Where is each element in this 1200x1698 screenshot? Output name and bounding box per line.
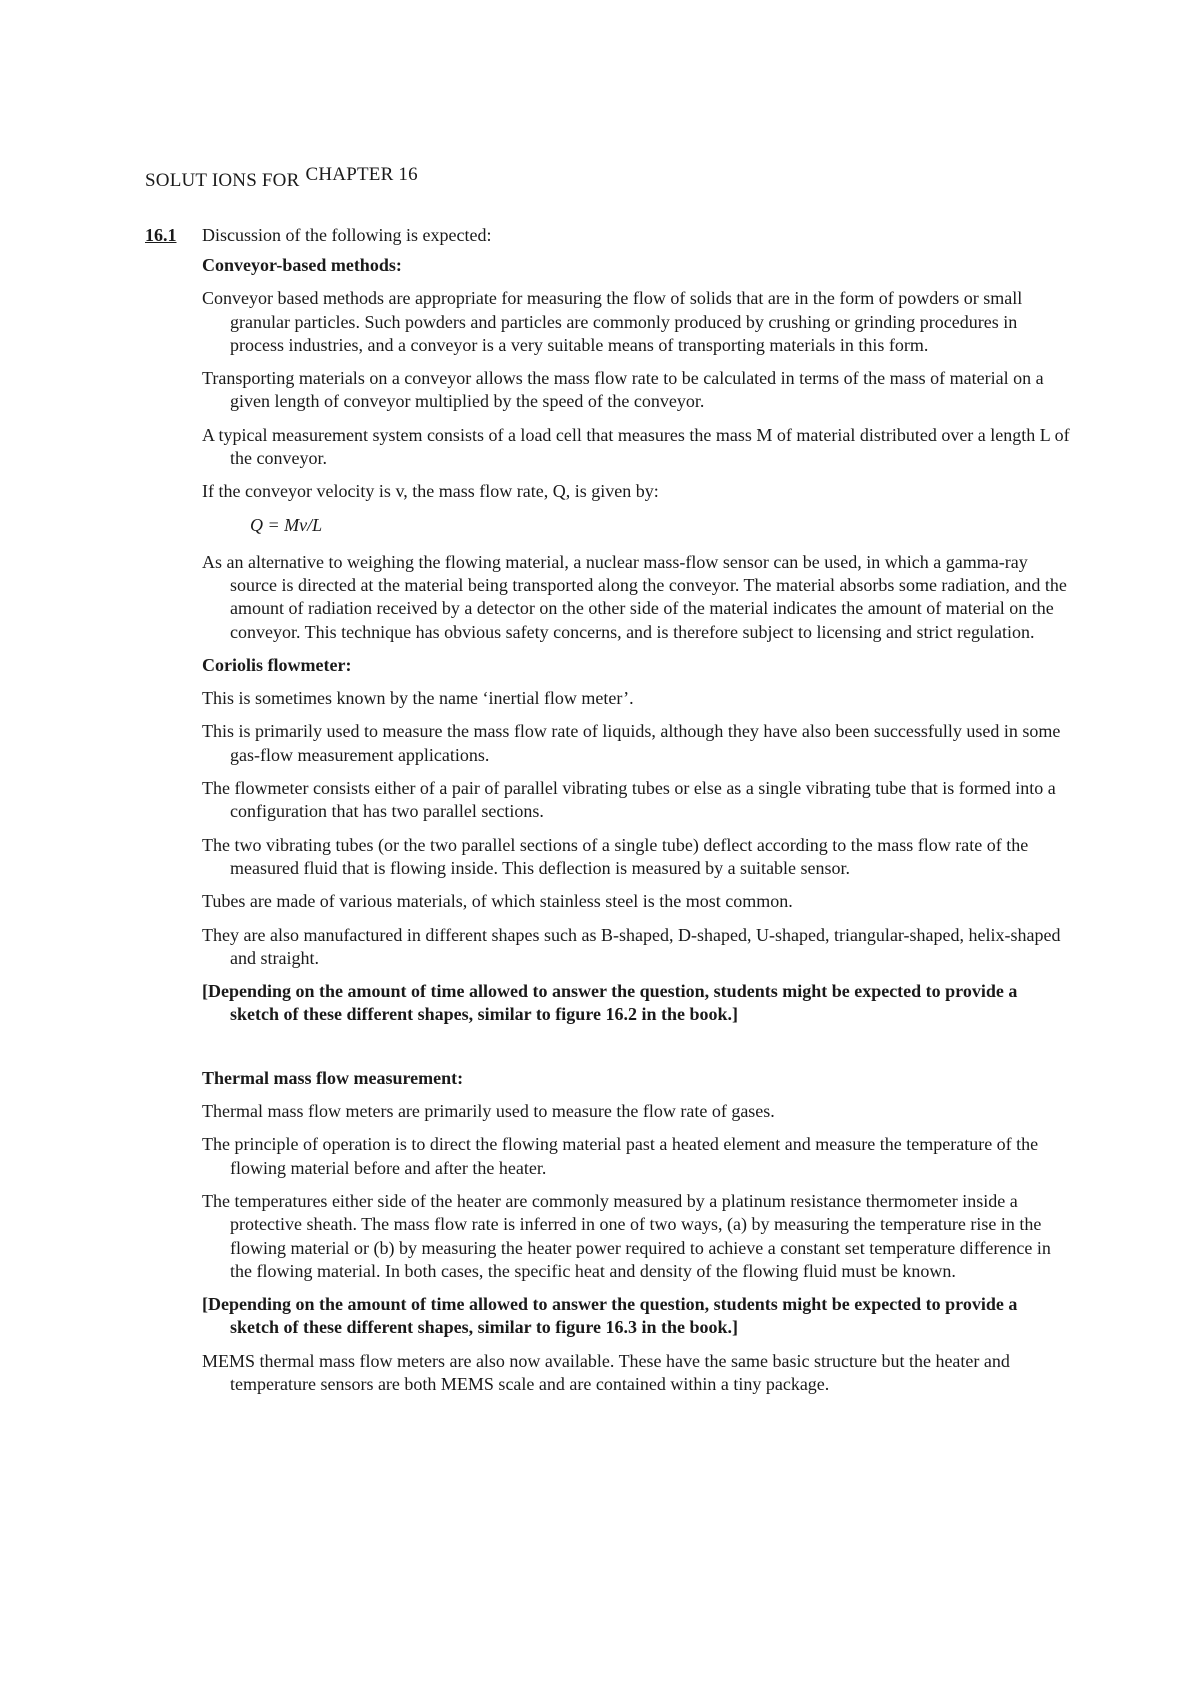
coriolis-paragraph-4: The two vibrating tubes (or the two parallel sections of a single tube) deflect according to the mass flow rate of the measured fluid that is flowing inside. This deflection is measured by a suitable sensor. [202,834,1029,878]
coriolis-paragraph-6: They are also manufactured in different shapes such as B-shaped, D-shaped, U-shaped, triangular-shaped, helix-shaped and straight. [202,924,1061,968]
section-heading-coriolis: Coriolis flowmeter: [202,654,352,675]
thermal-paragraph-2: The principle of operation is to direct the flowing material past a heated element and measure the temperature of the flowing material before and after the heater. [202,1134,1039,1178]
thermal-paragraph-4: MEMS thermal mass flow meters are also now available. These have the same basic structure but the heater and temperature sensors are both MEMS scale and are contained within a tiny package. [202,1350,1010,1394]
mass-flow-equation: Q = Mv/L [250,514,323,535]
question-line [145,225,1070,246]
coriolis-sketch-note: [Depending on the amount of time allowed to answer the question, students might be expected to provide a sketch of these different shapes, similar to figure 16.2 in the book.] [202,981,1018,1025]
coriolis-paragraph-1: This is sometimes known by the name ‘inertial flow meter’. [202,688,634,709]
conveyor-paragraph-4: If the conveyor velocity is v, the mass flow rate, Q, is given by: [202,481,659,502]
section-heading-thermal: Thermal mass flow measurement: [202,1067,464,1088]
section-heading-conveyor: Conveyor-based methods: [202,255,402,275]
chapter-heading-part2: CHAPTER 16 [305,164,418,185]
chapter-heading-part1: SOLUT IONS FOR [145,170,300,191]
thermal-sketch-note: [Depending on the amount of time allowed to answer the question, students might be expected to provide a sketch of these different shapes, similar to figure 16.3 in the book.] [202,1294,1018,1338]
conveyor-paragraph-2: Transporting materials on a conveyor allows the mass flow rate to be calculated in terms of the mass of material on a given length of conveyor multiplied by the speed of the conveyor. [202,368,1044,412]
section-spacer [202,1037,1070,1067]
coriolis-paragraph-2: This is primarily used to measure the mass flow rate of liquids, although they have also been successfully used in some gas-flow measurement applications. [202,721,1061,765]
coriolis-paragraph-5: Tubes are made of various materials, of which stainless steel is the most common. [202,891,793,912]
question-number: 16.1 [145,225,177,245]
answer-body [202,254,1070,1396]
question-intro: Discussion of the following is expected: [202,225,492,245]
conveyor-paragraph-1: Conveyor based methods are appropriate for measuring the flow of solids that are in the form of powders or small granular particles. Such powders and particles are commonly produced by crushing or grinding procedures in process industries, and a conveyor is a very suitable means of transporting materials in this form. [202,288,1023,355]
thermal-paragraph-3: The temperatures either side of the heater are commonly measured by a platinum resistance thermometer inside a protective sheath. The mass flow rate is inferred in one of two ways, (a) by measuring the temperature rise in the flowing material or (b) by measuring the heater power required to achieve a constant set temperature difference in the flowing material. In both cases, the specific heat and density of the flowing fluid must be known. [202,1190,1051,1281]
solution-content [145,225,1070,1406]
conveyor-paragraph-5: As an alternative to weighing the flowing material, a nuclear mass-flow sensor can be used, in which a gamma-ray source is directed at the material being transported along the conveyor. The material absorbs some radiation, and the amount of radiation received by a detector on the other side of the material indicates the amount of material on the conveyor. This technique has obvious safety concerns, and is therefore subject to licensing and strict regulation. [202,551,1067,642]
thermal-paragraph-1: Thermal mass flow meters are primarily used to measure the flow rate of gases. [202,1101,775,1122]
coriolis-paragraph-3: The flowmeter consists either of a pair of parallel vibrating tubes or else as a single vibrating tube that is formed into a configuration that has two parallel sections. [202,778,1056,822]
chapter-heading [145,164,418,192]
conveyor-paragraph-3: A typical measurement system consists of a load cell that measures the mass M of material distributed over a length L of the conveyor. [202,424,1070,469]
